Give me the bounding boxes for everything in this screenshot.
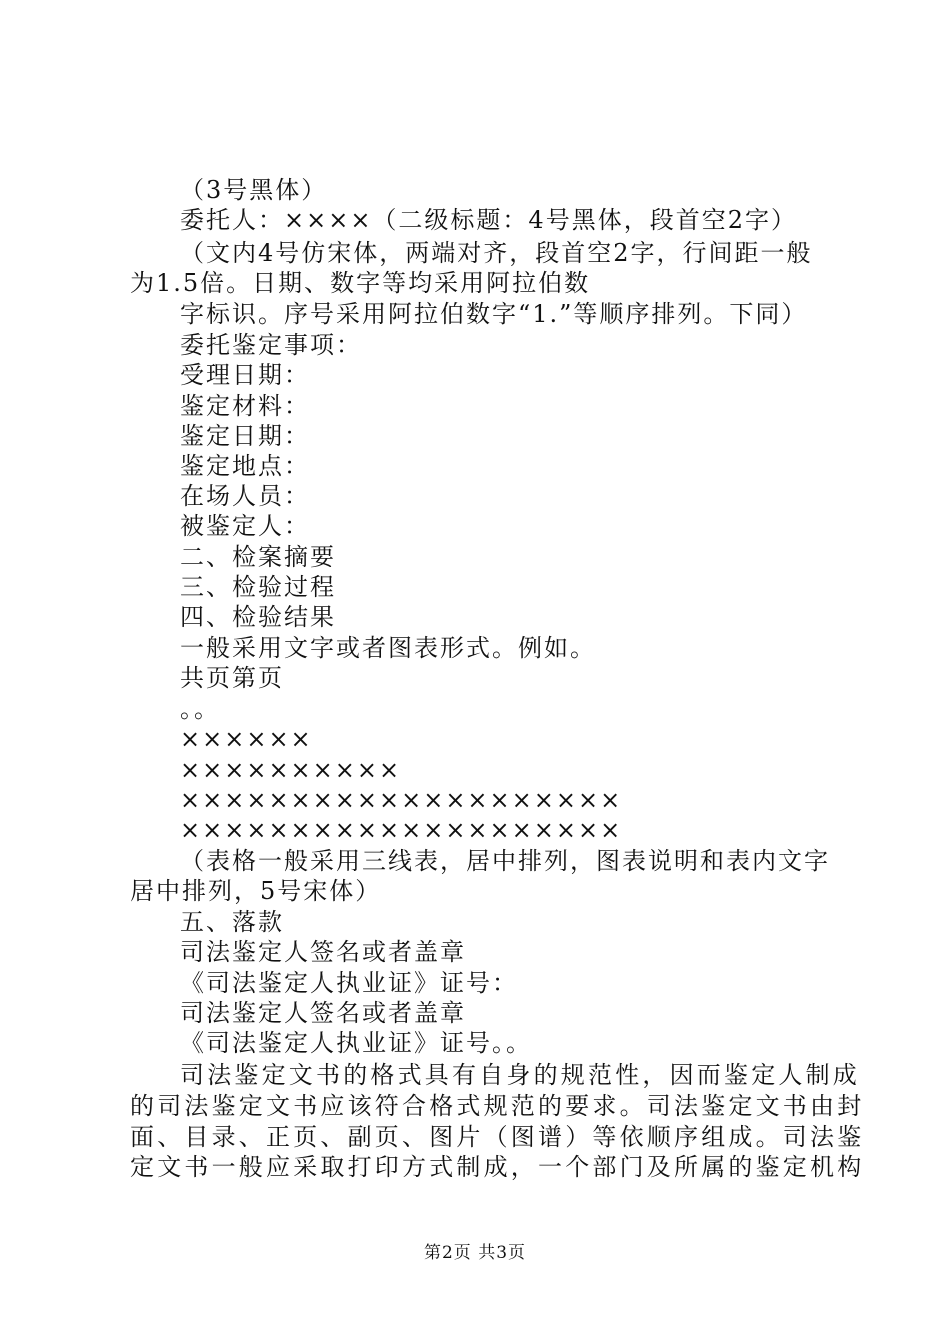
text-line: 鉴定日期： xyxy=(180,422,310,450)
text-line: ×××××××××× xyxy=(180,756,402,784)
text-line: ×××××××××××××××××××× xyxy=(180,816,623,844)
text-line: 。。 xyxy=(180,695,220,723)
text-line: 在场人员： xyxy=(180,482,310,510)
text-line: ×××××× xyxy=(180,725,313,753)
text-line: 鉴定地点： xyxy=(180,452,310,480)
text-line: 一般采用文字或者图表形式。例如。 xyxy=(180,634,596,662)
text-line: 五、落款 xyxy=(180,908,284,936)
text-line: 字标识。序号采用阿拉伯数字“1.”等顺序排列。下同） xyxy=(180,300,808,328)
text-line: 四、检验结果 xyxy=(180,603,336,631)
text-line: 委托鉴定事项： xyxy=(180,331,362,359)
paragraph-line: 面、目录、正页、副页、图片（图谱）等依顺序组成。司法鉴 xyxy=(130,1123,865,1151)
text-line: 为1.5倍。日期、数字等均采用阿拉伯数 xyxy=(130,269,591,297)
text-line: 《司法鉴定人执业证》证号： xyxy=(180,969,518,997)
text-line: （文内4号仿宋体，两端对齐，段首空2字，行间距一般 xyxy=(180,239,813,267)
text-line: （表格一般采用三线表，居中排列，图表说明和表内文字 xyxy=(180,847,830,875)
text-line: 受理日期： xyxy=(180,361,310,389)
paragraph-line: 司法鉴定文书的格式具有自身的规范性，因而鉴定人制成 xyxy=(180,1061,860,1089)
text-line: 司法鉴定人签名或者盖章 xyxy=(180,938,466,966)
text-line: 《司法鉴定人执业证》证号。。 xyxy=(180,1029,532,1057)
paragraph-line: 定文书一般应采取打印方式制成，一个部门及所属的鉴定机构 xyxy=(130,1153,865,1181)
text-line: 被鉴定人： xyxy=(180,512,310,540)
text-line: 委托人：××××（二级标题：4号黑体，段首空2字） xyxy=(180,206,797,234)
text-line: 二、检案摘要 xyxy=(180,543,336,571)
paragraph-line: 的司法鉴定文书应该符合格式规范的要求。司法鉴定文书由封 xyxy=(130,1092,865,1120)
text-line: 司法鉴定人签名或者盖章 xyxy=(180,999,466,1027)
text-line: （3号黑体） xyxy=(180,176,328,204)
text-line: 共页第页 xyxy=(180,664,284,692)
text-line: ×××××××××××××××××××× xyxy=(180,786,623,814)
text-line: 居中排列，5号宋体） xyxy=(130,877,382,905)
text-line: 三、检验过程 xyxy=(180,573,336,601)
text-line: 鉴定材料： xyxy=(180,392,310,420)
page-footer: 第2页 共3页 xyxy=(423,1243,527,1263)
